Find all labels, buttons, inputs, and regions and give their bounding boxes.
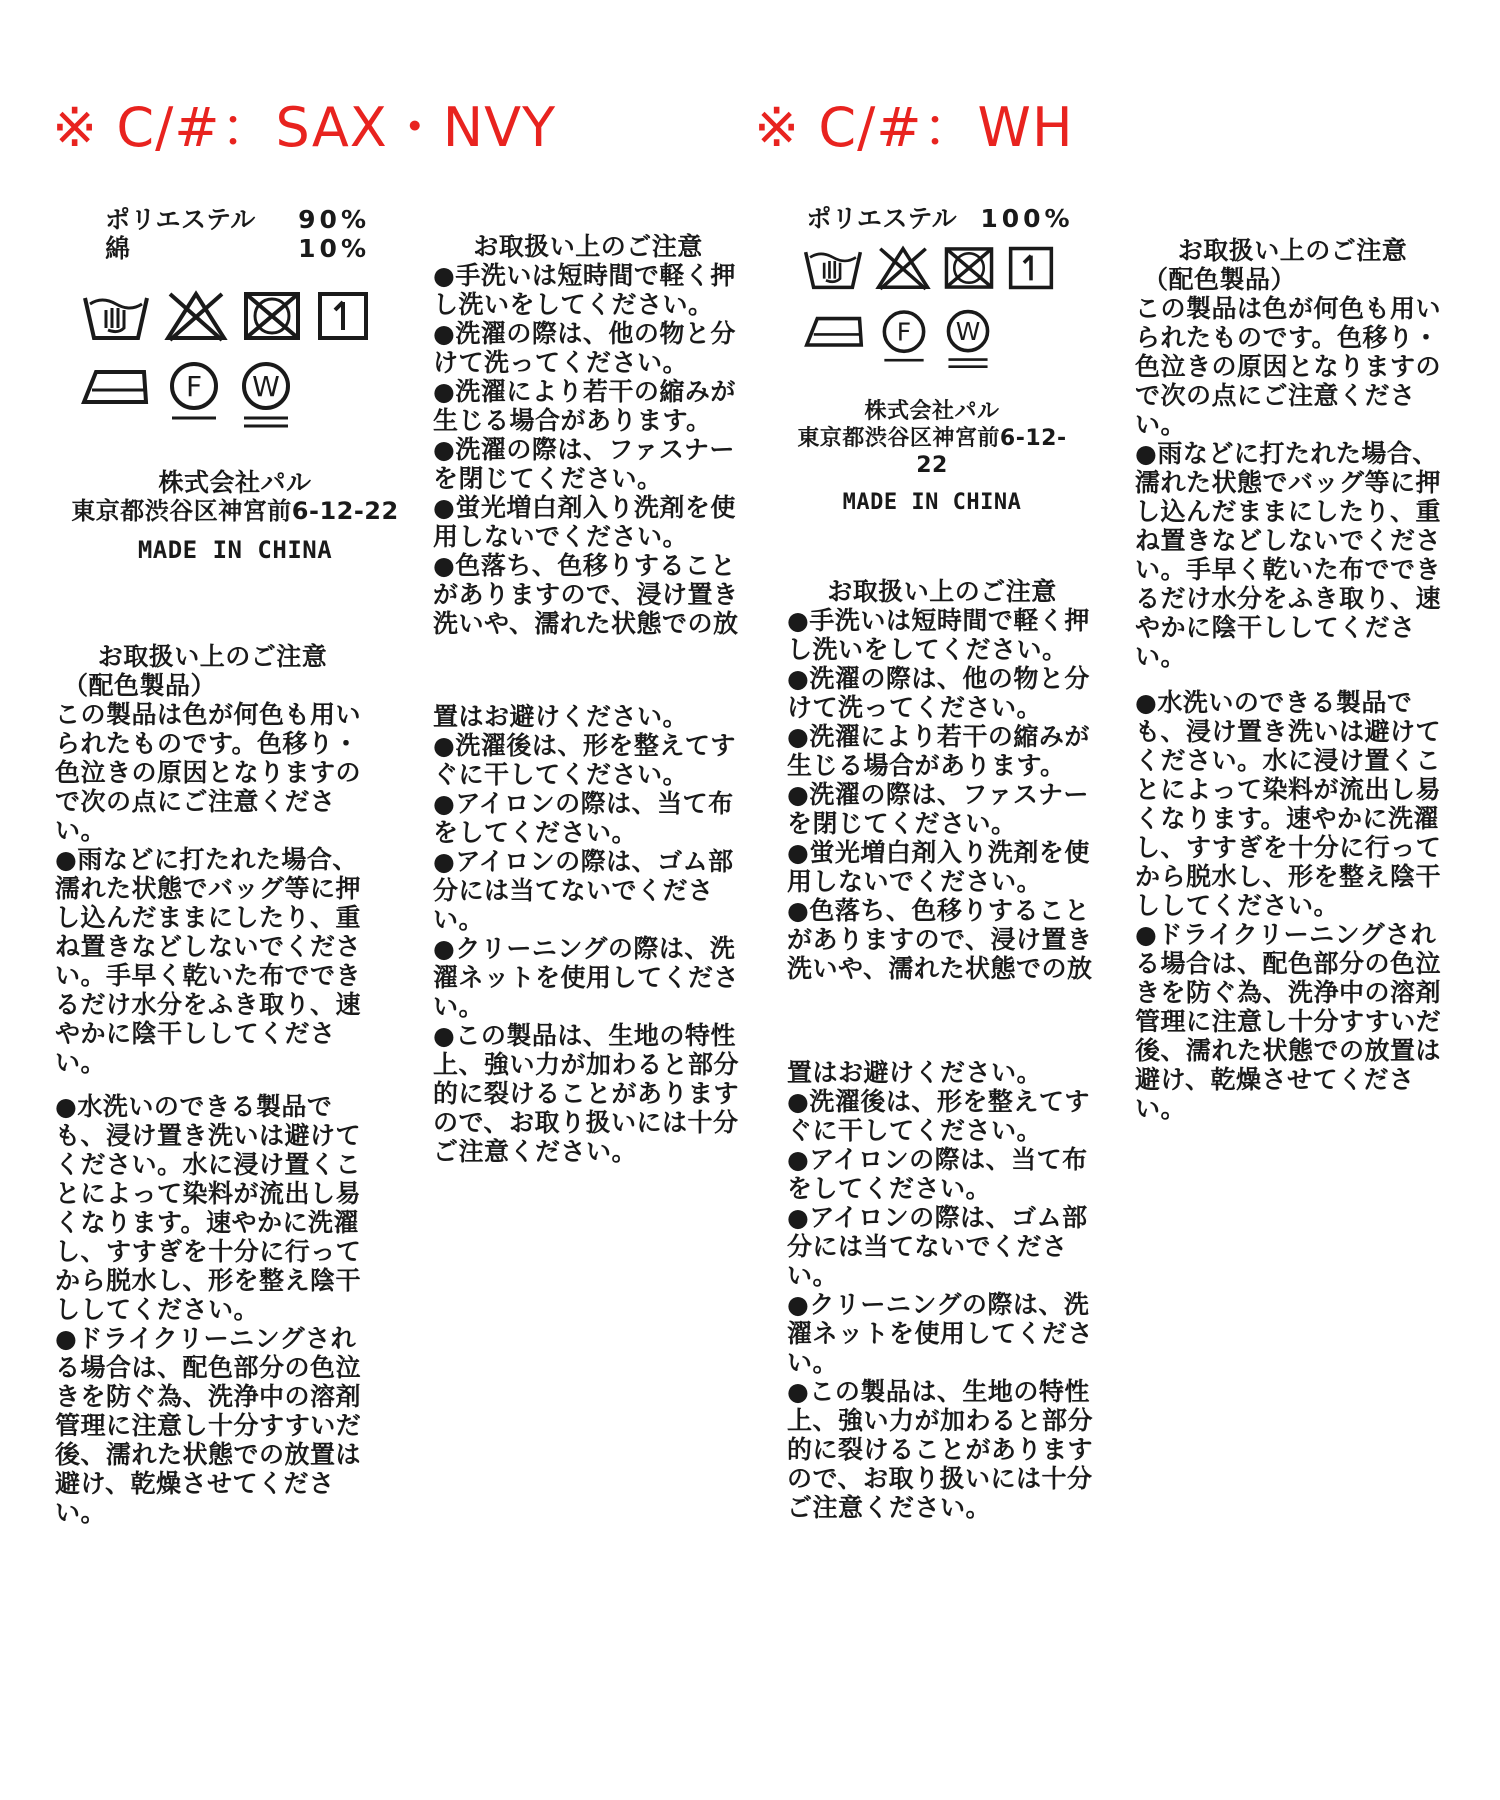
- made-in: MADE IN CHINA: [137, 536, 333, 564]
- company-name: 株式会社パル: [864, 399, 1000, 424]
- care-item: ●洗濯により若干の縮みが生じる場合があります。: [433, 377, 736, 435]
- care-item: ●洗濯の際は、ファスナーを閉じてください。: [787, 780, 1089, 838]
- wet-clean-w-icon: [238, 360, 294, 432]
- notice-wash: ●水洗いのできる製品でも、浸け置き洗いは避けてください。水に浸け置くことによって染料が流出し易くなります。速やかに洗濯し、すすぎを十分に行ってから脱水し、形を整え陰干ししてください。: [55, 1092, 362, 1324]
- iron-low-icon: [80, 360, 150, 410]
- right-color-notice-block: [1135, 236, 1450, 671]
- care-item: ●アイロンの際は、当て布をしてください。: [433, 789, 734, 847]
- notice-subheading: （配色製品）: [1143, 265, 1297, 294]
- svg-text:F: F: [896, 317, 912, 347]
- left-color-notice-block: [55, 642, 370, 1077]
- care-item: ●色落ち、色移りすることがありますので、浸け置き洗いや、濡れた状態での放: [787, 896, 1093, 983]
- care-item: ●洗濯の際は、他の物と分けて洗ってください。: [787, 664, 1090, 722]
- care-item: ●洗濯の際は、他の物と分けて洗ってください。: [433, 319, 736, 377]
- notice-dryclean: ●ドライクリーニングされる場合は、配色部分の色泣きを防ぐ為、洗浄中の溶剤管理に注意し十分すすいだ後、濡れた状態での放置は避け、乾燥させてください。: [1135, 920, 1442, 1123]
- care-item: ●洗濯により若干の縮みが生じる場合があります。: [787, 722, 1090, 780]
- care-item: ●蛍光増白剤入り洗剤を使用しないでください。: [433, 493, 736, 551]
- composition-row: [790, 204, 1090, 233]
- left-composition-block: [55, 205, 415, 263]
- iron-low-icon: [803, 308, 865, 352]
- care-item: ●手洗いは短時間で軽く押し洗いをしてください。: [433, 261, 736, 319]
- no-tumble-dry-icon: [242, 290, 302, 342]
- notice-rain: ●雨などに打たれた場合、濡れた状態でバッグ等に押し込んだままにしたり、重ね置きなどしないでください。手早く乾いた布でできるだけ水分をふき取り、速やかに陰干ししてください。: [55, 845, 362, 1077]
- material-name: 綿: [105, 234, 131, 263]
- care-item: ●洗濯後は、形を整えてすぐに干してください。: [433, 731, 736, 789]
- composition-row: [55, 205, 415, 234]
- no-bleach-icon: [875, 245, 931, 291]
- material-name: ポリエステル: [105, 205, 256, 234]
- left-color-notice-block-2: [55, 1092, 370, 1527]
- care-item: ●手洗いは短時間で軽く押し洗いをしてください。: [787, 606, 1090, 664]
- right-company-block: [782, 398, 1082, 516]
- care-item: ●アイロンの際は、ゴム部分には当てないでください。: [787, 1203, 1088, 1290]
- no-tumble-dry-icon: [943, 245, 995, 291]
- header-right-color-code: ※ C/#：WH: [754, 96, 1074, 159]
- notice-wash: ●水洗いのできる製品でも、浸け置き洗いは避けてください。水に浸け置くことによって染料が流出し易くなります。速やかに洗濯し、すすぎを十分に行ってから脱水し、形を整え陰干ししてください。: [1135, 688, 1442, 920]
- care-item: ●色落ち、色移りすることがありますので、浸け置き洗いや、濡れた状態での放: [433, 551, 739, 638]
- svg-text:W: W: [252, 370, 280, 403]
- care-item: ●クリーニングの際は、洗濯ネットを使用してください。: [787, 1290, 1094, 1377]
- care-item: ●アイロンの際は、当て布をしてください。: [787, 1145, 1088, 1203]
- material-percent: 90%: [298, 205, 370, 234]
- composition-row: [55, 234, 415, 263]
- wet-clean-w-icon: [943, 308, 993, 372]
- notice-heading: お取扱い上のご注意: [97, 642, 328, 671]
- dry-clean-f-icon: [166, 360, 222, 424]
- drip-dry-icon: [316, 290, 370, 342]
- right-care-block-2: [787, 1058, 1097, 1522]
- left-care-icons-row-2: [80, 360, 294, 432]
- company-address: 東京都渋谷区神宮前6-12-22: [797, 426, 1067, 478]
- care-heading: お取扱い上のご注意: [473, 232, 703, 261]
- right-care-icons-row-1: [803, 245, 1055, 291]
- care-item: ●この製品は、生地の特性上、強い力が加わると部分的に裂けることがありますので、お取り扱いには十分ご注意ください。: [787, 1377, 1094, 1522]
- notice-dryclean: ●ドライクリーニングされる場合は、配色部分の色泣きを防ぐ為、洗浄中の溶剤管理に注意し十分すすいだ後、濡れた状態での放置は避け、乾燥させてください。: [55, 1324, 362, 1527]
- material-name: ポリエステル: [806, 204, 958, 233]
- material-percent: 10%: [298, 234, 370, 263]
- dry-clean-f-icon: [879, 308, 929, 366]
- care-item: ●クリーニングの際は、洗濯ネットを使用してください。: [433, 934, 740, 1021]
- care-item: 置はお避けください。: [787, 1058, 1043, 1087]
- hand-wash-icon: [82, 290, 150, 342]
- svg-text:W: W: [955, 317, 981, 346]
- right-care-block: [787, 577, 1097, 983]
- right-color-notice-block-2: [1135, 688, 1450, 1123]
- notice-intro: この製品は色が何色も用いられたものです。色移り・色泣きの原因となりますので次の点にご注意ください。: [55, 700, 362, 845]
- left-care-icons-row-1: [82, 290, 370, 342]
- care-item: ●洗濯後は、形を整えてすぐに干してください。: [787, 1087, 1090, 1145]
- notice-rain: ●雨などに打たれた場合、濡れた状態でバッグ等に押し込んだままにしたり、重ね置きなどしないでください。手早く乾いた布でできるだけ水分をふき取り、速やかに陰干ししてください。: [1135, 439, 1442, 671]
- left-company-block: [55, 468, 415, 565]
- notice-subheading: （配色製品）: [63, 671, 217, 700]
- care-item: ●洗濯の際は、ファスナーを閉じてください。: [433, 435, 735, 493]
- svg-text:F: F: [185, 370, 203, 403]
- care-item: 置はお避けください。: [433, 702, 689, 731]
- drip-dry-icon: [1007, 245, 1055, 291]
- care-item: ●アイロンの際は、ゴム部分には当てないでください。: [433, 847, 734, 934]
- care-item: ●この製品は、生地の特性上、強い力が加わると部分的に裂けることがありますので、お取り扱いには十分ご注意ください。: [433, 1021, 740, 1166]
- hand-wash-icon: [803, 245, 863, 291]
- notice-heading: お取扱い上のご注意: [1177, 236, 1408, 265]
- notice-intro: この製品は色が何色も用いられたものです。色移り・色泣きの原因となりますので次の点にご注意ください。: [1135, 294, 1442, 439]
- header-left-color-code: ※ C/#：SAX・NVY: [52, 96, 557, 159]
- right-composition-block: [790, 204, 1090, 233]
- company-address: 東京都渋谷区神宮前6-12-22: [71, 497, 399, 525]
- material-percent: 100%: [980, 204, 1074, 233]
- company-name: 株式会社パル: [158, 468, 312, 497]
- right-care-icons-row-2: [803, 308, 993, 372]
- no-bleach-icon: [164, 290, 228, 342]
- made-in: MADE IN CHINA: [842, 490, 1022, 515]
- care-heading: お取扱い上のご注意: [827, 577, 1057, 606]
- left-care-block-2: [433, 702, 743, 1166]
- left-care-block: [433, 232, 743, 638]
- care-item: ●蛍光増白剤入り洗剤を使用しないでください。: [787, 838, 1090, 896]
